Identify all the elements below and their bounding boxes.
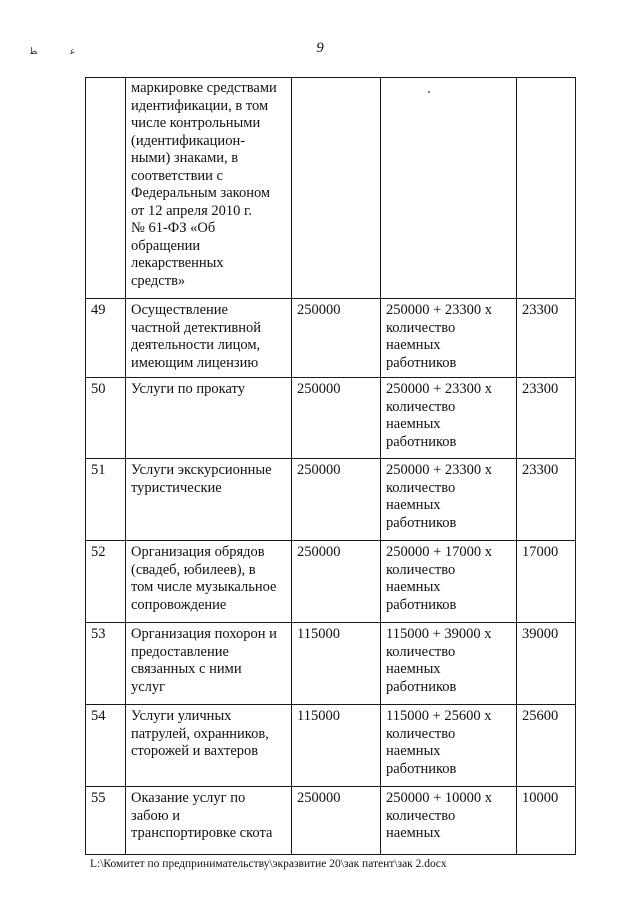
table-row [86,623,576,705]
income-formula-cell: 115000 + 25600 х количество наемных работников [381,705,517,787]
activity-name-cell: Услуги по прокату [126,378,292,459]
base-income-cell: 250000 [292,299,381,378]
income-formula-cell: 115000 + 39000 х количество наемных работников [381,623,517,705]
income-formula-cell: 250000 + 23300 х количество наемных работников [381,299,517,378]
activity-name-cell: Осуществление частной детективной деятельности лицом, имеющим лицензию [126,299,292,378]
increment-cell: 17000 [517,541,576,623]
page-number: 9 [316,40,324,56]
table-row [86,459,576,541]
increment-cell: 23300 [517,299,576,378]
table-row [86,299,576,378]
base-income-cell: 115000 [292,705,381,787]
activity-name-cell: Организация обрядов (свадеб, юбилеев), в том числе музыкальное сопровождение [126,541,292,623]
table-row [86,787,576,855]
base-income-cell: 250000 [292,459,381,541]
activity-name-cell: Услуги экскурсионные туристические [126,459,292,541]
base-income-cell: 250000 [292,541,381,623]
income-formula-cell [381,78,517,299]
activity-name-cell: Услуги уличных патрулей, охранников, сторожей и вахтеров [126,705,292,787]
income-formula-cell: 250000 + 23300 х количество наемных работников [381,378,517,459]
row-number-cell: 55 [86,787,126,855]
activity-name-cell: Оказание услуг по забою и транспортировке скота [126,787,292,855]
row-number-cell: 54 [86,705,126,787]
row-number-cell: 51 [86,459,126,541]
tariff-table [85,77,576,855]
row-number-cell: 49 [86,299,126,378]
table-row [86,541,576,623]
increment-cell: 25600 [517,705,576,787]
base-income-cell: 250000 [292,378,381,459]
base-income-cell: 115000 [292,623,381,705]
activity-name-cell: Организация похорон и предоставление связанных с ними услуг [126,623,292,705]
increment-cell [517,78,576,299]
increment-cell: 39000 [517,623,576,705]
row-number-cell: 53 [86,623,126,705]
table-row [86,378,576,459]
income-formula-cell: 250000 + 10000 х количество наемных [381,787,517,855]
row-number-cell: 50 [86,378,126,459]
file-path-footer: L:\Комитет по предпринимательству\экразвитие 20\зак патент\зак 2.docx [90,858,447,870]
increment-cell: 23300 [517,459,576,541]
scan-mark: ﻄ [30,46,38,56]
income-formula-cell: 250000 + 23300 х количество наемных работников [381,459,517,541]
income-formula-cell: 250000 + 17000 х количество наемных работников [381,541,517,623]
base-income-cell: 250000 [292,787,381,855]
row-number-cell [86,78,126,299]
increment-cell: 23300 [517,378,576,459]
activity-name-cell: маркировке средствами идентификации, в том числе контрольными (идентификацион- ными) знаками, в соответствии с Федеральным законом от 12 апреля 2010 г. № 61-ФЗ «Об обращении лекарственных средств» [126,78,292,299]
scan-mark: ﻋ [70,46,76,56]
row-number-cell: 52 [86,541,126,623]
increment-cell: 10000 [517,787,576,855]
base-income-cell [292,78,381,299]
table-row-continuation [86,78,576,299]
table-row [86,705,576,787]
